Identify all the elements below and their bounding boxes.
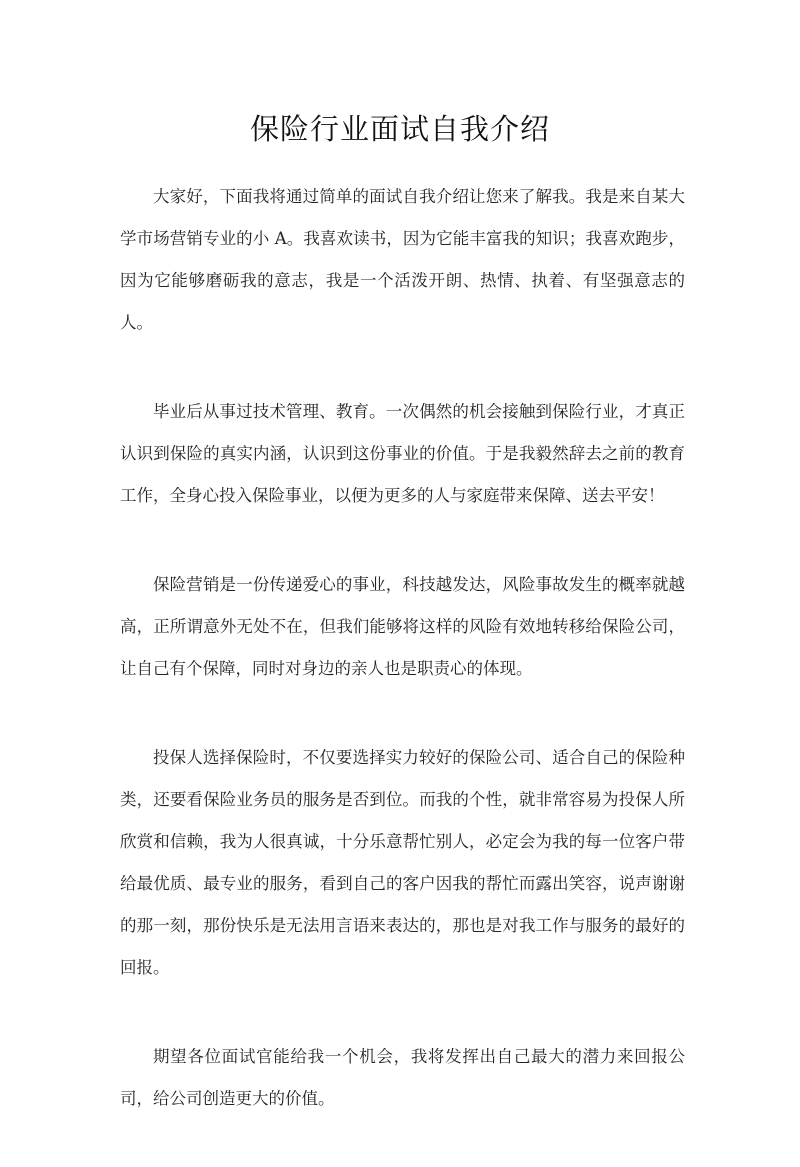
document-title: 保险行业面试自我介绍 bbox=[249, 112, 550, 146]
paragraph-insurance-value: 保险营销是一份传递爱心的事业，科技越发达，风险事故发生的概率就越高，正所谓意外无处不在，但我们能够将这样的风险有效地转移给保险公司，让自己有个保障，同时对身边的亲人也是职责心的体现。 bbox=[120, 575, 685, 678]
paragraph-intro: 大家好，下面我将通过简单的面试自我介绍让您来了解我。我是来自某大学市场营销专业的小 A。我喜欢读书，因为它能丰富我的知识；我喜欢跑步，因为它能够磨砺我的意志，我是一个活泼开朗、热情、执着、有坚强意志的人。 bbox=[120, 187, 685, 332]
paragraph-closing: 期望各位面试官能给我一个机会，我将发挥出自己最大的潜力来回报公司，给公司创造更大的价值。 bbox=[120, 1047, 685, 1108]
paragraph-service: 投保人选择保险时，不仅要选择实力较好的保险公司、适合自己的保险种类，还要看保险业务员的服务是否到位。而我的个性，就非常容易为投保人所欣赏和信赖，我为人很真诚，十分乐意帮忙别人，必定会为我的每一位客户带给最优质、最专业的服务，看到自己的客户因我的帮忙而露出笑容，说声谢谢的那一刻，那份快乐是无法用言语来表达的，那也是对我工作与服务的最好的回报。 bbox=[120, 748, 685, 977]
document-body bbox=[120, 176, 685, 1167]
paragraph-experience: 毕业后从事过技术管理、教育。一次偶然的机会接触到保险行业，才真正认识到保险的真实内涵，认识到这份事业的价值。于是我毅然辞去之前的教育工作，全身心投入保险事业，以便为更多的人与家庭带来保障、送去平安！ bbox=[120, 402, 685, 505]
